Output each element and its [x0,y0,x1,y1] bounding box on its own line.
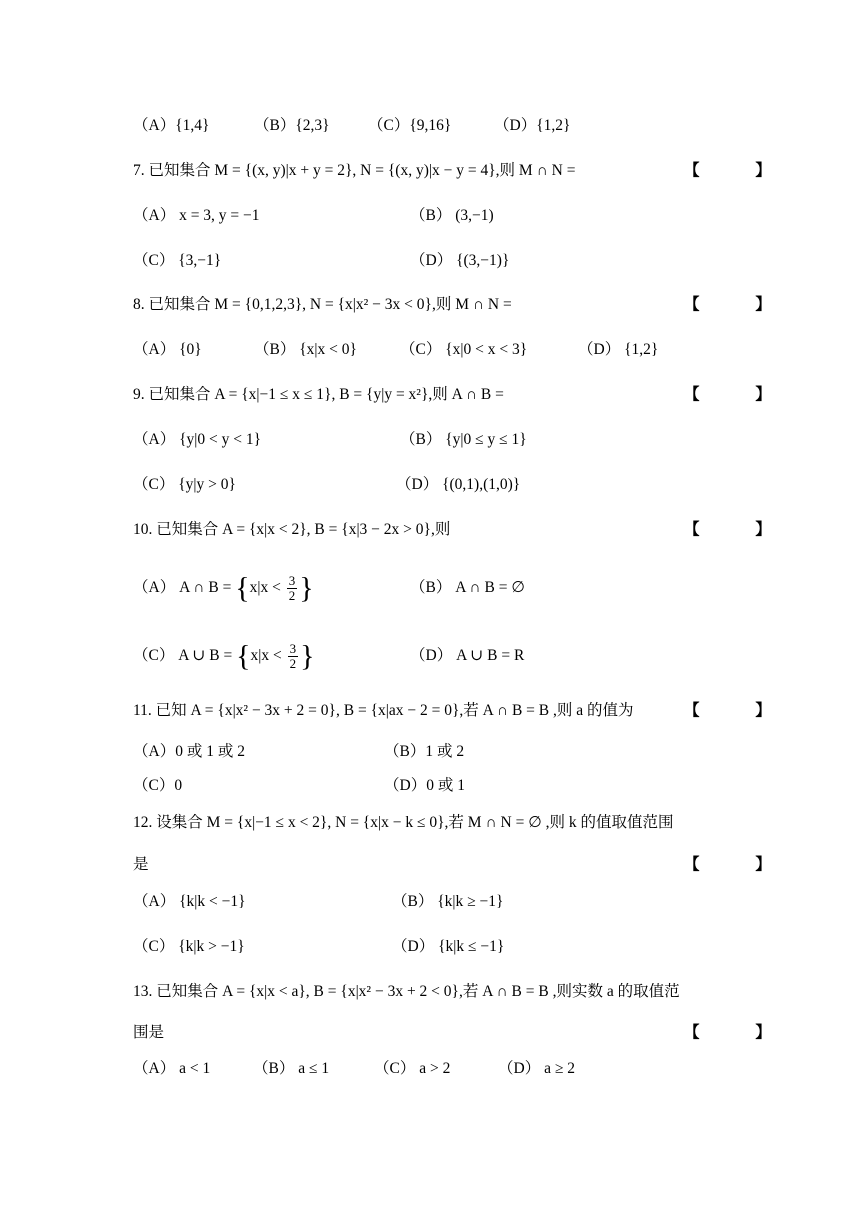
q6-option-d: （D）{1,2} [494,117,571,134]
fraction-numerator: 3 [289,640,297,656]
q9-stem: 9. 已知集合 A = {x|−1 ≤ x ≤ 1}, B = {y|y = x²},则 A ∩ B = [133,386,504,403]
q7-option-c: （C） {3,−1} [133,252,222,269]
q10-option-a-brace-open: { [235,571,250,605]
q7-option-b: （B） (3,−1) [410,207,494,224]
q7-option-d: （D） {(3,−1)} [410,252,510,269]
q13-answer-bracket: 【 】 [684,1024,797,1041]
q13-stem-continued: 围是 [133,1024,165,1041]
q11-answer-bracket: 【 】 [684,702,797,719]
q7-stem: 7. 已知集合 M = {(x, y)|x + y = 2}, N = {(x, y)|x − y = 4},则 M ∩ N = [133,162,576,179]
fraction-numerator: 3 [288,572,296,588]
q12-option-b: （B） {k|k ≥ −1} [392,893,504,910]
q10-option-a-label: （A） A ∩ B = [133,579,232,596]
q10-option-c-label: （C） A ∪ B = [133,647,233,664]
q12-option-c: （C） {k|k > −1} [133,938,245,955]
q12-stem-continued: 是 [133,856,149,873]
q8-answer-bracket: 【 】 [684,296,797,313]
q8-option-c: （C） {x|0 < x < 3} [400,341,528,358]
q9-option-d: （D） {(0,1),(1,0)} [396,476,521,493]
q9-answer-bracket: 【 】 [684,386,797,403]
q13-option-a: （A） a < 1 [133,1060,211,1077]
q13-stem: 13. 已知集合 A = {x|x < a}, B = {x|x² − 3x + 2 < 0},若 A ∩ B = B ,则实数 a 的取值范 [133,983,680,1000]
q12-stem: 12. 设集合 M = {x|−1 ≤ x < 2}, N = {x|x − k ≤ 0},若 M ∩ N = ∅ ,则 k 的值取值范围 [133,814,674,831]
fraction-denominator: 2 [289,655,297,671]
q12-option-a: （A） {k|k < −1} [133,893,246,910]
q10-option-c-fraction [288,642,299,671]
q9-option-c: （C） {y|y > 0} [133,476,236,493]
q10-option-d: （D） A ∪ B = R [410,647,525,664]
q13-option-c: （C） a > 2 [374,1060,451,1077]
q11-option-b: （B）1 或 2 [384,743,465,760]
q8-option-a: （A） {0} [133,341,202,358]
fraction-denominator: 2 [288,587,296,603]
q11-stem: 11. 已知 A = {x|x² − 3x + 2 = 0}, B = {x|ax − 2 = 0},若 A ∩ B = B ,则 a 的值为 [133,702,634,719]
q11-option-d: （D）0 或 1 [384,777,465,794]
q10-option-c [133,634,315,678]
q10-option-a [133,566,314,610]
q6-option-c: （C）{9,16} [368,117,452,134]
q10-option-c-brace-close: } [300,639,315,673]
q12-option-d: （D） {k|k ≤ −1} [392,938,505,955]
q13-option-d: （D） a ≥ 2 [498,1060,575,1077]
q8-option-b: （B） {x|x < 0} [254,341,357,358]
q10-answer-bracket: 【 】 [684,521,797,538]
q9-option-b: （B） {y|0 ≤ y ≤ 1} [400,431,527,448]
q6-option-a: （A）{1,4} [133,117,210,134]
q10-option-a-set: x|x < [249,579,281,596]
q7-option-a: （A） x = 3, y = −1 [133,207,260,224]
q10-option-c-brace-open: { [236,639,251,673]
q10-option-a-fraction [287,574,298,603]
q12-answer-bracket: 【 】 [684,856,797,873]
q11-option-a: （A）0 或 1 或 2 [133,743,245,760]
q8-option-d: （D） {1,2} [578,341,659,358]
q7-answer-bracket: 【 】 [684,162,797,179]
q13-option-b: （B） a ≤ 1 [253,1060,330,1077]
q11-option-c: （C）0 [133,777,183,794]
q10-stem: 10. 已知集合 A = {x|x < 2}, B = {x|3 − 2x > 0},则 [133,521,451,538]
q10-option-a-brace-close: } [299,571,314,605]
q8-stem: 8. 已知集合 M = {0,1,2,3}, N = {x|x² − 3x < 0},则 M ∩ N = [133,296,512,313]
q10-option-b: （B） A ∩ B = ∅ [410,579,525,596]
q10-option-c-set: x|x < [250,647,282,664]
q6-option-b: （B）{2,3} [254,117,330,134]
q9-option-a: （A） {y|0 < y < 1} [133,431,262,448]
